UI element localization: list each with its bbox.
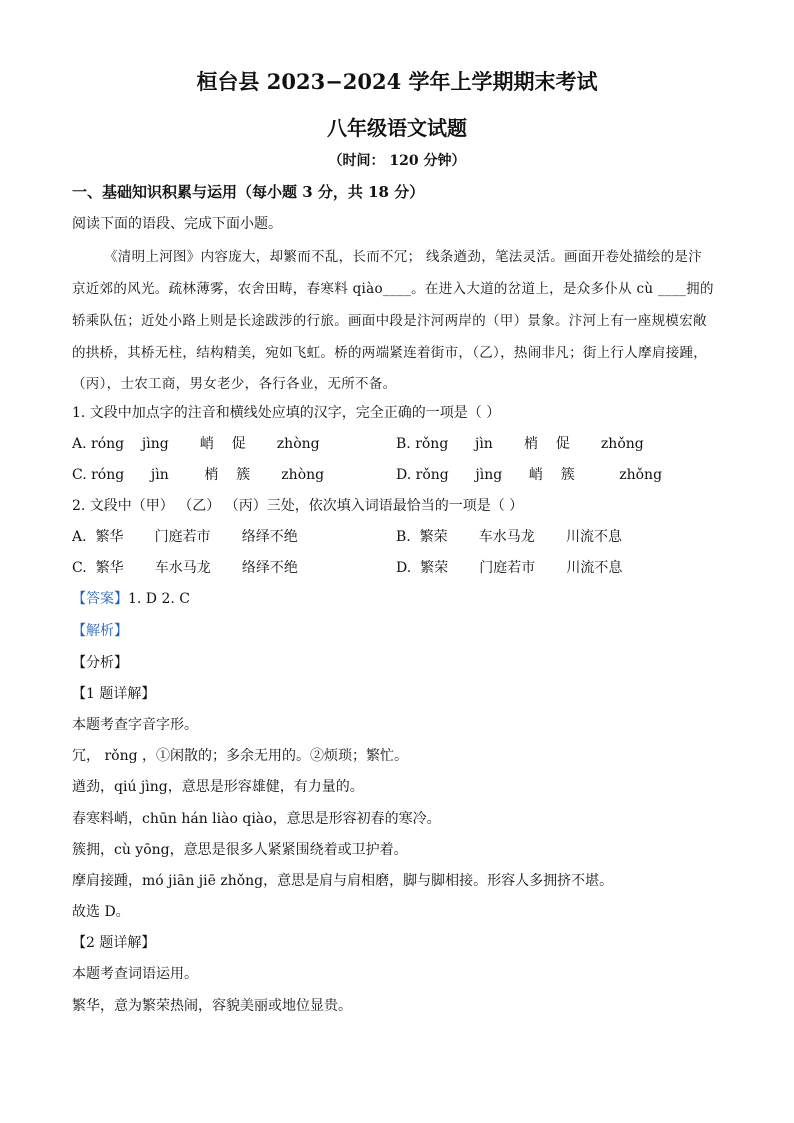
detail-line: 繁华，意为繁荣热闹，容貌美丽或地位显贵。 xyxy=(72,998,352,1014)
q1-option-b: B. rǒng jìn 梢 促 zhǒng xyxy=(396,436,644,452)
q2-option-a: A. 繁华 门庭若市 络绎不绝 xyxy=(72,529,298,545)
passage-line: 轿乘队伍；近处小路上则是长途跋涉的行旅。画面中段是汴河两岸的（甲）景象。汴河上有一座规模宏敞 xyxy=(72,313,707,329)
detail-1-heading: 【1 题详解】 xyxy=(72,686,156,702)
analysis-subheading: 【分析】 xyxy=(72,655,128,671)
detail-line: 本题考查词语运用。 xyxy=(72,966,198,982)
question-2-stem: 2. 文段中（甲） （乙） （丙）三处，依次填入词语最恰当的一项是（ ） xyxy=(72,498,524,514)
q2-option-c: C. 繁华 车水马龙 络绎不绝 xyxy=(72,560,298,576)
passage-line: 京近郊的风光。疏林薄雾，农舍田畴，春寒料 qiào____。在进入大道的岔道上，是众多仆从 cù ____拥的 xyxy=(72,281,714,297)
answer-line xyxy=(72,588,722,608)
analysis-label: 【解析】 xyxy=(72,623,128,639)
detail-line: 故选 D。 xyxy=(72,904,130,920)
passage-line: 《清明上河图》内容庞大，却繁而不乱，长而不冗； 线条遒劲，笔法灵活。画面开卷处描绘的是汴 xyxy=(104,249,702,265)
detail-line: 遒劲，qiú jìng，意思是形容雄健，有力量的。 xyxy=(72,779,364,795)
q2-option-b: B. 繁荣 车水马龙 川流不息 xyxy=(396,529,622,545)
exam-time: （时间： 120 分钟） xyxy=(328,153,466,169)
detail-line: 摩肩接踵，mó jiān jiē zhǒng，意思是肩与肩相磨，脚与脚相接。形容人多拥挤不堪。 xyxy=(72,873,614,889)
q1-option-c: C. róng jìn 梢 簇 zhòng xyxy=(72,467,325,483)
detail-2-heading: 【2 题详解】 xyxy=(72,935,156,951)
detail-line: 春寒料峭，chūn hán liào qiào，意思是形容初春的寒冷。 xyxy=(72,811,441,827)
question-1-stem: 1. 文段中加点字的注音和横线处应填的汉字，完全正确的一项是（ ） xyxy=(72,405,501,421)
exam-title: 桓台县 2023−2024 学年上学期期末考试 xyxy=(196,69,598,94)
detail-line: 本题考查字音字形。 xyxy=(72,717,198,733)
exam-subtitle: 八年级语文试题 xyxy=(327,116,467,140)
q1-option-a: A. róng jìng 峭 促 zhòng xyxy=(72,436,320,452)
answer-label: 【答案】 xyxy=(72,591,128,607)
detail-line: 簇拥，cù yōng，意思是很多人紧紧围绕着或卫护着。 xyxy=(72,842,408,858)
answer-text: 1. D 2. C xyxy=(128,591,191,607)
instruction: 阅读下面的语段、完成下面小题。 xyxy=(72,216,282,232)
passage-line: 的拱桥，其桥无柱，结构精美，宛如飞虹。桥的两端紧连着街市，（乙），热闹非凡；街上行人摩肩接踵， xyxy=(72,345,708,361)
detail-line: 冗， rǒng ，①闲散的；多余无用的。②烦琐；繁忙。 xyxy=(72,748,408,764)
q1-option-d: D. rǒng jìng 峭 簇 zhǒng xyxy=(396,467,663,483)
passage-line: （丙），士农工商，男女老少，各行各业，无所不备。 xyxy=(72,376,397,392)
section-heading: 一、基础知识积累与运用（每小题 3 分，共 18 分） xyxy=(72,183,425,201)
q2-option-d: D. 繁荣 门庭若市 川流不息 xyxy=(396,560,623,576)
